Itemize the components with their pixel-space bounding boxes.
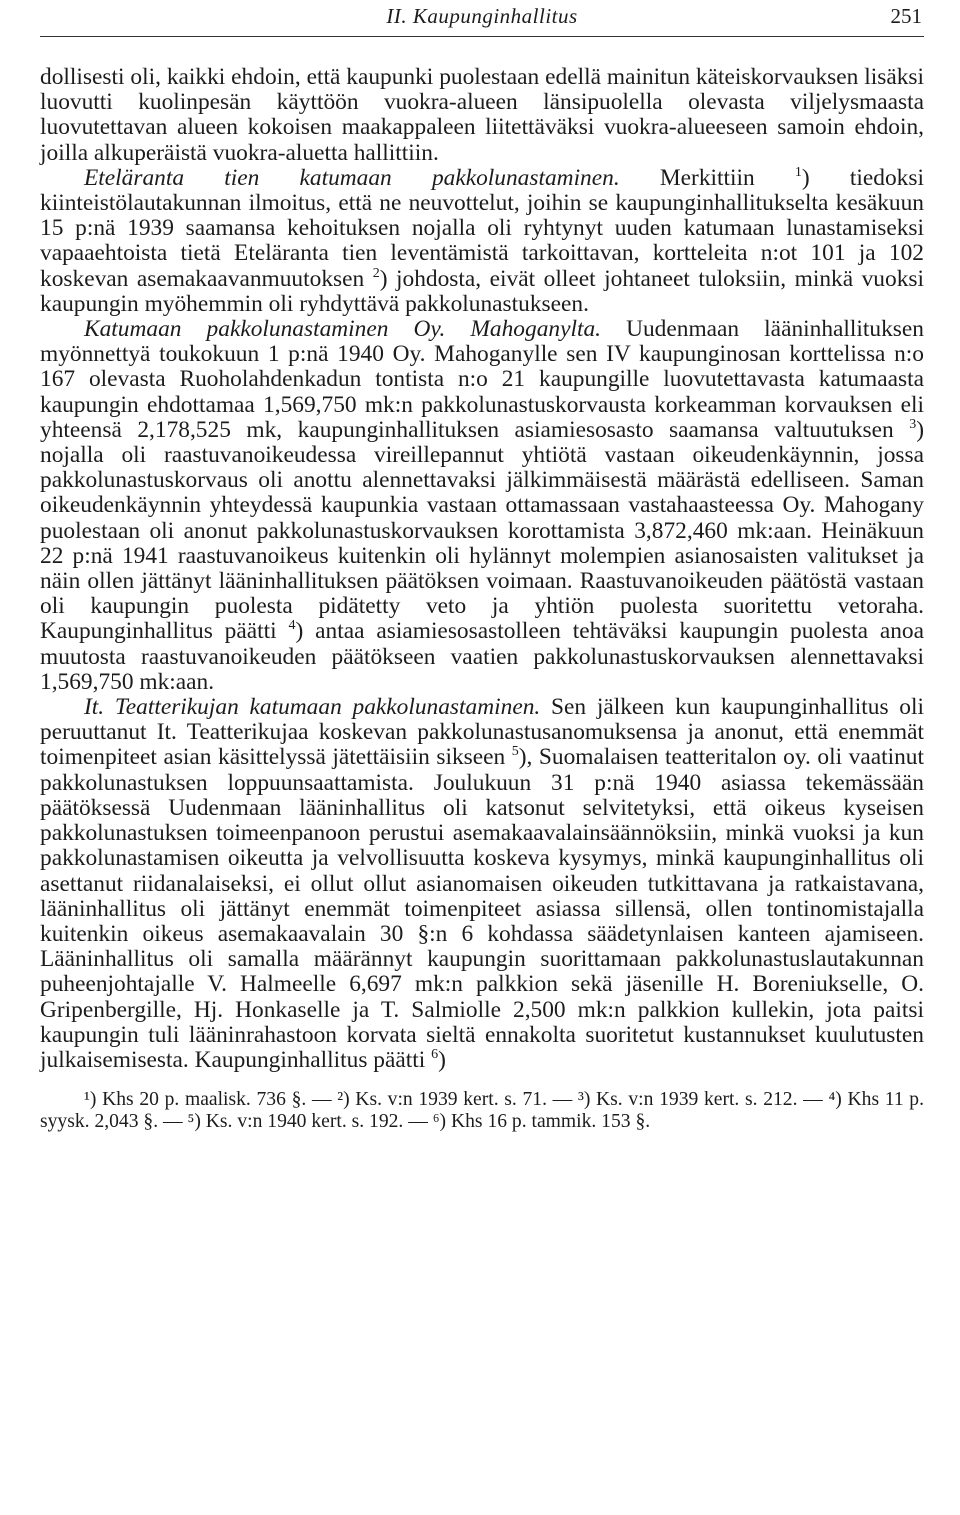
body-text [40, 65, 924, 1073]
paragraph-mahogany [40, 317, 924, 695]
paragraph-text: Merkittiin [619, 164, 795, 191]
paragraph-text: ) nojalla oli raastuvanoikeudessa vireillepannut yhtiötä vastaan oikeudenkäynnin, jossa pakkolunastuskorvaus oli anottu alennettavaksi jälkimmäisestä määrästä edelliseen. Saman oikeudenkäynnin yhteydessä kaupunkia vastaan ottamassaan vastahaasteessa Oy. Mahogany puolestaan oli anonut pakkolunastuskorvauksen korottamista 3,872,460 mk:aan. Heinäkuun 22 p:nä 1941 raastuvanoikeus kuitenkin oli hylännyt molempien asianosaisten valitukset ja näin ollen jättänyt lääninhallituksen päätöksen voimaan. Raastuvanoikeuden päätöstä vastaan oli kaupungin puolesta pidätetty veto ja yhtiön puolesta suoritettu vetoraha. Kaupunginhallitus päätti [40, 416, 924, 645]
footnote-ref: 5 [511, 744, 519, 760]
paragraph-text: ) [438, 1046, 446, 1073]
paragraph-text: Sen jälkeen kun kaupunginhallitus oli peruuttanut It. Teatterikujaa koskevan pakkolunastusanomuksensa ja anonut, että enemmät toimenpiteet asian käsittelyssä jätettäisiin sikseen [40, 694, 924, 771]
footnote-text: ¹) Khs 20 p. maalisk. 736 §. — ²) Ks. v:n 1939 kert. s. 71. — ³) Ks. v:n 1939 kert. s. 212. — ⁴) Khs 11 p. syysk. 2,043 §. — ⁵) Ks. v:n 1940 kert. s. 192. — ⁶) Khs 16 p. tammik. 153 §. [40, 1089, 924, 1132]
paragraph-text: ) antaa asiamiesosastolleen tehtäväksi kaupungin puolesta anoa muutosta raastuvanoikeuden päätökseen vaatien pakkolunastuskorvauksen alennettavaksi 1,569,750 mk:aan. [40, 618, 925, 695]
footnote-ref: 2 [372, 265, 380, 281]
paragraph-text: ) johdosta, eivät olleet johtaneet tuloksiin, minkä vuoksi kaupungin myöhemmin oli ryhdyttävä pakkolunastukseen. [40, 265, 924, 317]
running-title: II. Kaupunginhallitus [386, 4, 578, 28]
paragraph-continuation [40, 65, 924, 166]
paragraph-text: dollisesti oli, kaikki ehdoin, että kaupunki puolestaan edellä mainitun käteiskorvauksen lisäksi luovutti kuolinpesän käyttöön vuokra-alueen länsipuolella olevasta viljelysmaasta luovutettavan alueen kokoisen maakappaleen liitettäväksi vuokra-alueeseen samoin ehdoin, joilla alkuperäistä vuokra-aluetta hallittiin. [40, 64, 924, 166]
paragraph-text: ), Suomalaisen teatteritalon oy. oli vaatinut pakkolunastuksen loppuunsaattamista. Joulukuun 31 p:nä 1940 asiassa tekemässään päätöksessä Uudenmaan lääninhallitus oli katsonut selvitetyksi, että oikeus kyseisen pakkolunastuksen toimeenpanoon perustui asemakaavalainsäännöksiin, minkä vuoksi ja kun pakkolunastamisen oikeutta ja velvollisuutta koskeva kysymys, minkä kaupunginhallitus oli asettanut riidanalaiseksi, ei ollut ollut asianomaisen oikeuden tutkittavana ja ratkaistavana, lääninhallitus oli jättänyt enemmät toimenpiteet asiassa sillensä, ollen tontinomistajalla kuitenkin oikeus asemakaavalain 30 §:n 6 kohdassa säädetynlaisen kanteen ajamiseen. Lääninhallitus oli samalla määrännyt kaupungin suorittamaan pakkolunastuslautakunnan puheenjohtajalle V. Halmeelle 6,697 mk:n palkkion sekä jäsenille H. Boreniukselle, O. Gripenbergille, Hj. Honkaselle ja T. Salmiolle 2,500 mk:n palkkion kullekin, jota paitsi kaupungin tuli lääninrahastoon korvata sieltä ennakolta suoritetut kustannukset kuulutusten julkaisemisesta. Kaupunginhallitus päätti [40, 744, 924, 1073]
paragraph-teatterikuja [40, 695, 924, 1073]
paragraph-etelaranta [40, 166, 924, 317]
footnote-ref: 3 [909, 417, 917, 433]
footnote-ref: 4 [288, 618, 296, 634]
paragraph-text: ) tiedoksi kiinteistölautakunnan ilmoitus, että ne neuvottelut, joihin se kaupunginhallitukselta kesäkuun 15 p:nä 1939 saamansa kehoituksen nojalla oli ryhtynyt uuden katumaan lunastamiseksi vapaaehtoista tietä Eteläranta tien leventämistä tarkoittavan, kortteleita n:ot 101 ja 102 koskevan asemakaavanmuutoksen [40, 164, 924, 292]
section-heading: Katumaan pakkolunastaminen Oy. Mahoganylta. [84, 316, 602, 343]
section-heading: It. Teatterikujan katumaan pakkolunastaminen. [84, 694, 541, 721]
document-page [40, 0, 924, 1515]
footnote-ref: 1 [794, 165, 802, 181]
page-number: 251 [890, 4, 922, 28]
paragraph-text: Uudenmaan lääninhallituksen myönnettyä toukokuun 1 p:nä 1940 Oy. Mahoganylle sen IV kaupunginosan korttelissa n:o 167 olevasta Ruoholahdenkadun tontista n:o 21 kaupungille luovutettavasta katumaasta kaupungin ehdottamaa 1,569,750 mk:n pakkolunastuskorvausta korkeamman korvauksen eli yhteensä 2,178,525 mk, kaupunginhallituksen asiamiesosasto saamansa valtuutuksen [40, 316, 924, 443]
footnotes [40, 1089, 924, 1132]
running-header [40, 0, 924, 37]
section-heading: Eteläranta tien katumaan pakkolunastaminen. [84, 164, 620, 191]
footnote-ref: 6 [431, 1047, 439, 1063]
